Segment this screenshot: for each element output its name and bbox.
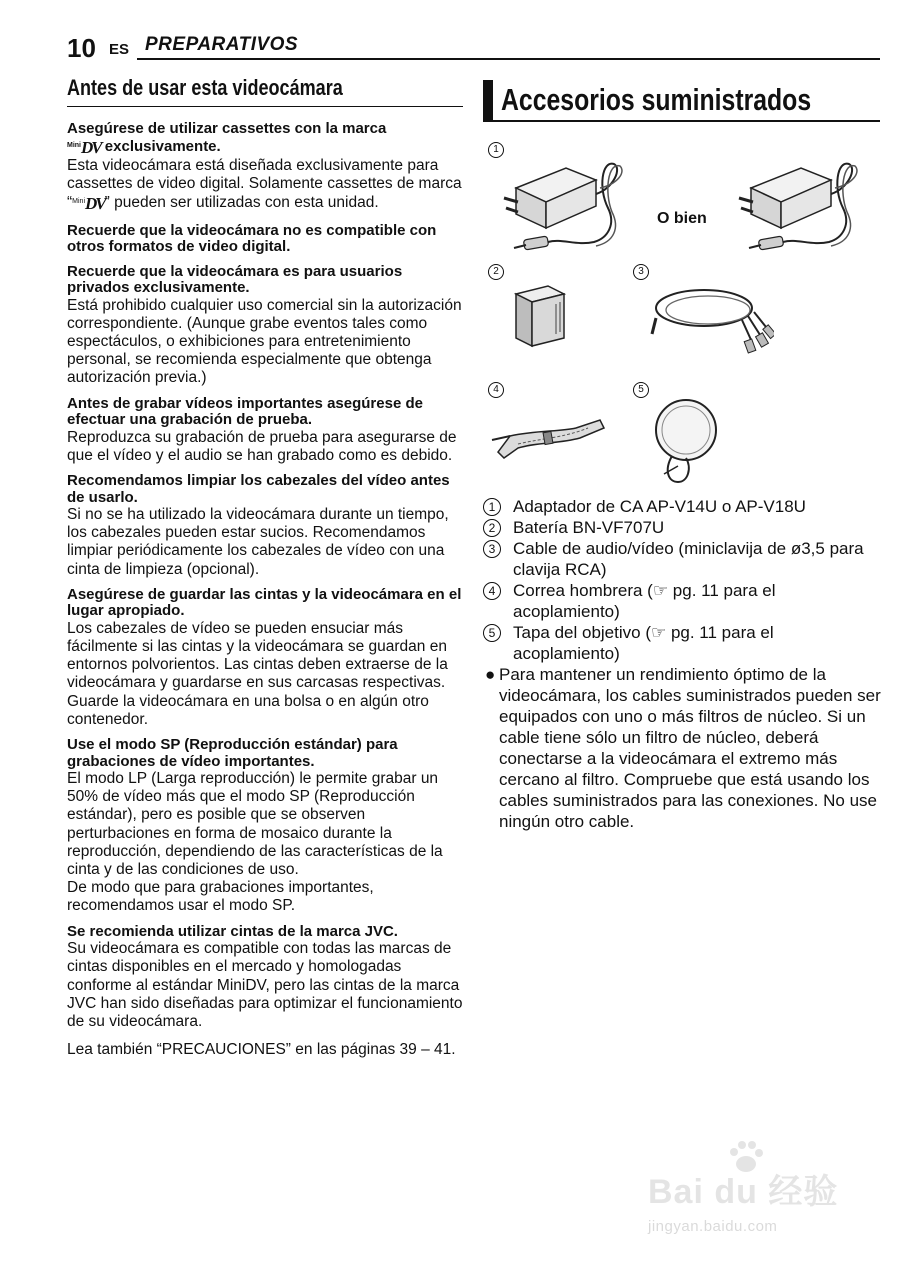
battery-illustration [508,282,572,352]
minidv-logo-inline: $^{Mini}$DV [72,194,105,214]
item-number: 4 [483,582,501,600]
block-clean-heads [67,473,463,579]
item-number: 3 [483,540,501,558]
block-jvc-tapes-text: Su videocámara es compatible con todas las marcas de cintas disponibles en el mercado y homologadas conforme al estándar MiniDV, pero las cintas de la marca JVC han sido diseñadas para optimizar el funcionamiento de su videocámara. [67,940,463,1030]
item-text: Cable de audio/vídeo (miniclavija de ø3,5 para clavija RCA) [513,539,864,579]
block-storage [67,587,463,729]
block-precautions [67,1041,463,1059]
block-jvc-tapes-heading: Se recomienda utilizar cintas de la marca JVC. [67,922,398,940]
figure-number-1: 1 [488,142,504,158]
item-text: Correa hombrera (☞ pg. 11 para el acoplamiento) [513,581,776,621]
figure-number-5: 5 [633,382,649,398]
item-number: 5 [483,624,501,642]
note-text: Para mantener un rendimiento óptimo de la videocámara, los cables suministrados pueden ser equipados con uno o más filtros de núcleo. Si un cable tiene sólo un filtro de núcleo, deberá conectarse a la videocámara el extremo más cercano al filtro. Compruebe que está usando los cables suministrados para las conexiones. No use ningún otro cable. [499,665,881,831]
block-cassettes-heading: Asegúrese de utilizar cassettes con la marca $^{Mini}$DV exclusivamente. [67,120,387,157]
block-sp-mode-text-2: De modo que para grabaciones importantes, recomendamos usar el modo SP. [67,879,374,915]
list-item [483,580,883,622]
block-private-text: Está prohibido cualquier uso comercial sin la autorización correspondiente. (Aunque grabe eventos tales como espectáculos, o exhibiciones para entretenimiento personal, se recomienda especialmente que obtenga autorización previa.) [67,296,462,387]
watermark [648,1140,863,1240]
item-text: Batería BN-VF707U [513,518,665,537]
block-storage-heading: Asegúrese de guardar las cintas y la videocámara en el lugar apropiado. [67,585,462,620]
list-item [483,622,883,664]
section-title: PREPARATIVOS [145,34,299,55]
left-heading: Antes de usar esta videocámara [67,75,343,100]
list-item [483,538,883,580]
block-private-heading: Recuerde que la videocámara es para usuarios privados exclusivamente. [67,262,403,297]
block-sp-mode-text-1: El modo LP (Larga reproducción) le permite grabar un 50% de vídeo más que el modo SP (Reproducción estándar), pero es posible que se observen perturbaciones en forma de mosaico durante la reproducción, dependiendo de las características de la cinta y de las condiciones de uso. [67,770,443,879]
block-storage-text: Los cabezales de vídeo se pueden ensuciar más fácilmente si las cintas y la videocámara se guardan en entornos polvorientos. Las cintas deben extraerse de la videocámara y guardarse en sus carcasas respectivas. Guarde la videocámara en una bolsa o en algún otro contenedor. [67,619,448,728]
core-filter-note [483,664,883,832]
bullet-icon: ● [485,665,496,684]
block-cassettes-text: Esta videocámara está diseñada exclusivamente para cassettes de video digital. Solamente cassettes de marca “$^{Mini}$DV” pueden ser utilizadas con esta unidad. [67,157,462,214]
figure-number-3: 3 [633,264,649,280]
accessories-list [483,496,883,832]
figure-number-4: 4 [488,382,504,398]
block-test-recording-text: Reproduzca su grabación de prueba para asegurarse de que el vídeo y el audio se han grabado como es debido. [67,428,457,464]
block-compat [67,223,463,256]
lens-cap-illustration [648,396,724,486]
left-heading-rule [67,106,463,107]
ac-adapter-illustration-b [731,158,871,260]
list-item [483,517,883,538]
minidv-logo: $^{Mini}$DV [67,137,101,157]
item-number: 2 [483,519,501,537]
block-test-recording-heading: Antes de grabar vídeos importantes asegúrese de efectuar una grabación de prueba. [67,394,423,429]
shoulder-strap-illustration [488,414,608,466]
item-number: 1 [483,498,501,516]
block-jvc-tapes [67,924,463,1032]
block-test-recording [67,396,463,465]
header-rule [137,58,880,60]
item-text: Tapa del objetivo (☞ pg. 11 para el acoplamiento) [513,623,774,663]
block-private [67,264,463,388]
heading-bar [483,80,493,120]
av-cable-illustration [648,280,774,360]
page-number: 10 [67,33,96,63]
right-column [483,72,880,122]
block-sp-mode [67,737,463,916]
block-sp-mode-heading: Use el modo SP (Reproducción estándar) para grabaciones de vídeo importantes. [67,736,398,770]
figure-number-2: 2 [488,264,504,280]
block-cassettes [67,121,463,215]
accessories-heading-box [483,72,880,122]
watermark-brand: Bai du 经验 [648,1173,839,1211]
ac-adapter-illustration-a [496,158,636,260]
page-header [67,33,880,63]
language-code: ES [109,41,130,58]
block-clean-heads-heading: Recomendamos limpiar los cabezales del vídeo antes de usarlo. [67,472,450,506]
list-item [483,496,883,517]
accessories-heading: Accesorios suministrados [501,82,812,117]
item-text: Adaptador de CA AP-V14U o AP-V18U [513,497,806,516]
block-compat-heading: Recuerde que la videocámara no es compatible con otros formatos de video digital. [67,221,437,256]
block-clean-heads-text: Si no se ha utilizado la videocámara durante un tiempo, los cabezales pueden estar sucios. Recomendamos limpiar periódicamente los cabezales de vídeo con una cinta de limpieza (opcional). [67,506,449,578]
block-precautions-text: Lea también “PRECAUCIONES” en las páginas 39 – 41. [67,1041,456,1059]
watermark-url: jingyan.baidu.com [648,1218,778,1235]
left-column [67,72,463,1067]
or-label: O bien [657,210,707,227]
